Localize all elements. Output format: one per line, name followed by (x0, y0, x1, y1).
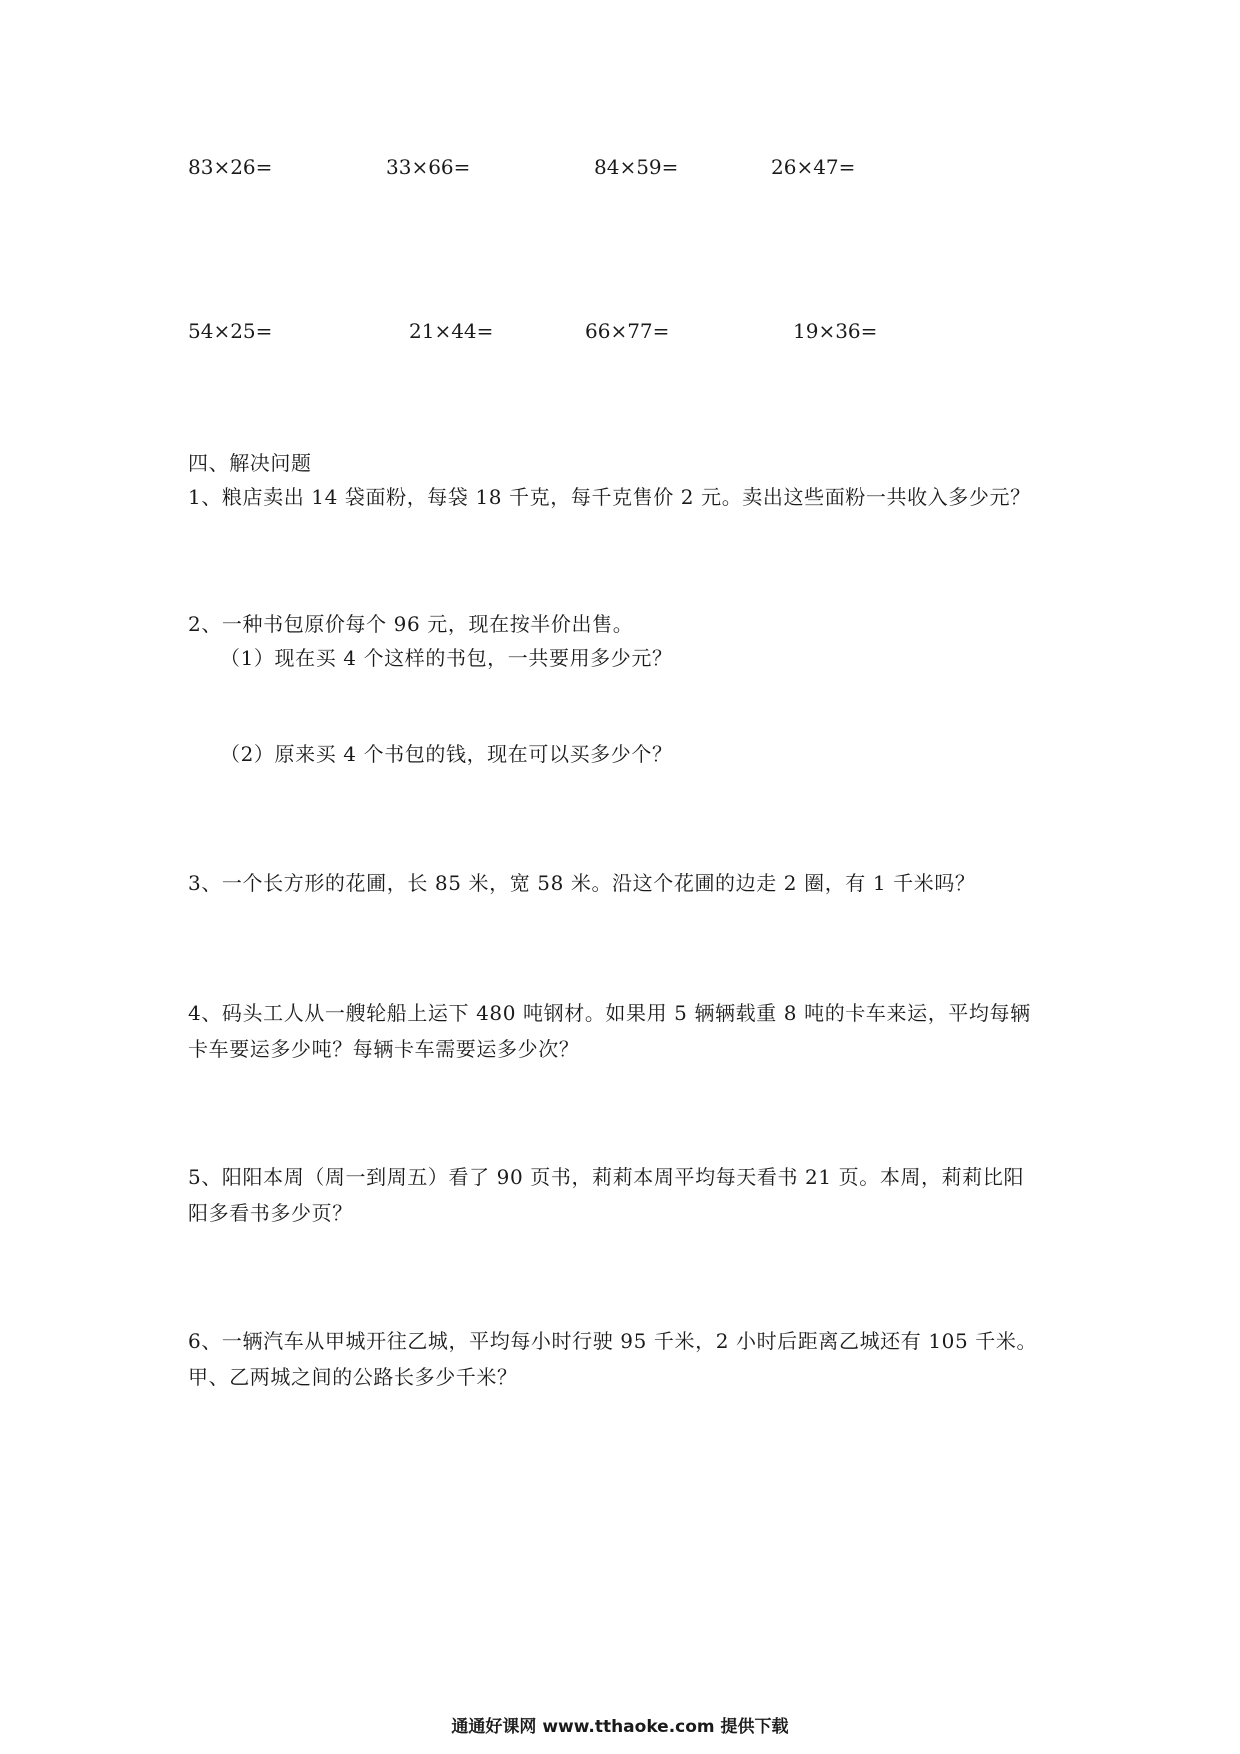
problem-2-part-2: （2）原来买 4 个书包的钱，现在可以买多少个？ (220, 742, 673, 766)
problem-1: 1、粮店卖出 14 袋面粉，每袋 18 千克，每千克售价 2 元。卖出这些面粉一共收入多少元？ (188, 485, 1031, 509)
problem-4-line-1: 4、码头工人从一艘轮船上运下 480 吨钢材。如果用 5 辆辆载重 8 吨的卡车来运，平均每辆 (188, 1001, 1031, 1025)
problem-4-line-2: 卡车要运多少吨？每辆卡车需要运多少次？ (188, 1037, 580, 1061)
problem-2-part-1: （1）现在买 4 个这样的书包，一共要用多少元？ (220, 646, 673, 670)
footer-credit: 通通好课网 www.tthaoke.com 提供下载 (451, 1717, 789, 1737)
calc-item: 33×66= (386, 155, 471, 179)
calc-item: 83×26= (188, 155, 273, 179)
problem-2: 2、一种书包原价每个 96 元，现在按半价出售。 (188, 612, 634, 636)
problem-6-line-2: 甲、乙两城之间的公路长多少千米？ (188, 1365, 518, 1389)
calc-item: 54×25= (188, 319, 273, 343)
problem-6-line-1: 6、一辆汽车从甲城开往乙城，平均每小时行驶 95 千米，2 小时后距离乙城还有 105 千米。 (188, 1329, 1038, 1353)
calc-item: 26×47= (771, 155, 856, 179)
problem-5-line-2: 阳多看书多少页？ (188, 1201, 353, 1225)
calc-item: 66×77= (585, 319, 670, 343)
calc-item: 21×44= (409, 319, 494, 343)
section-title: 四、解决问题 (188, 451, 312, 475)
calc-item: 19×36= (793, 319, 878, 343)
problem-5-line-1: 5、阳阳本周（周一到周五）看了 90 页书，莉莉本周平均每天看书 21 页。本周，莉莉比阳 (188, 1165, 1025, 1189)
calc-item: 84×59= (594, 155, 679, 179)
problem-3: 3、一个长方形的花圃，长 85 米，宽 58 米。沿这个花圃的边走 2 圈，有 1 千米吗？ (188, 871, 976, 895)
